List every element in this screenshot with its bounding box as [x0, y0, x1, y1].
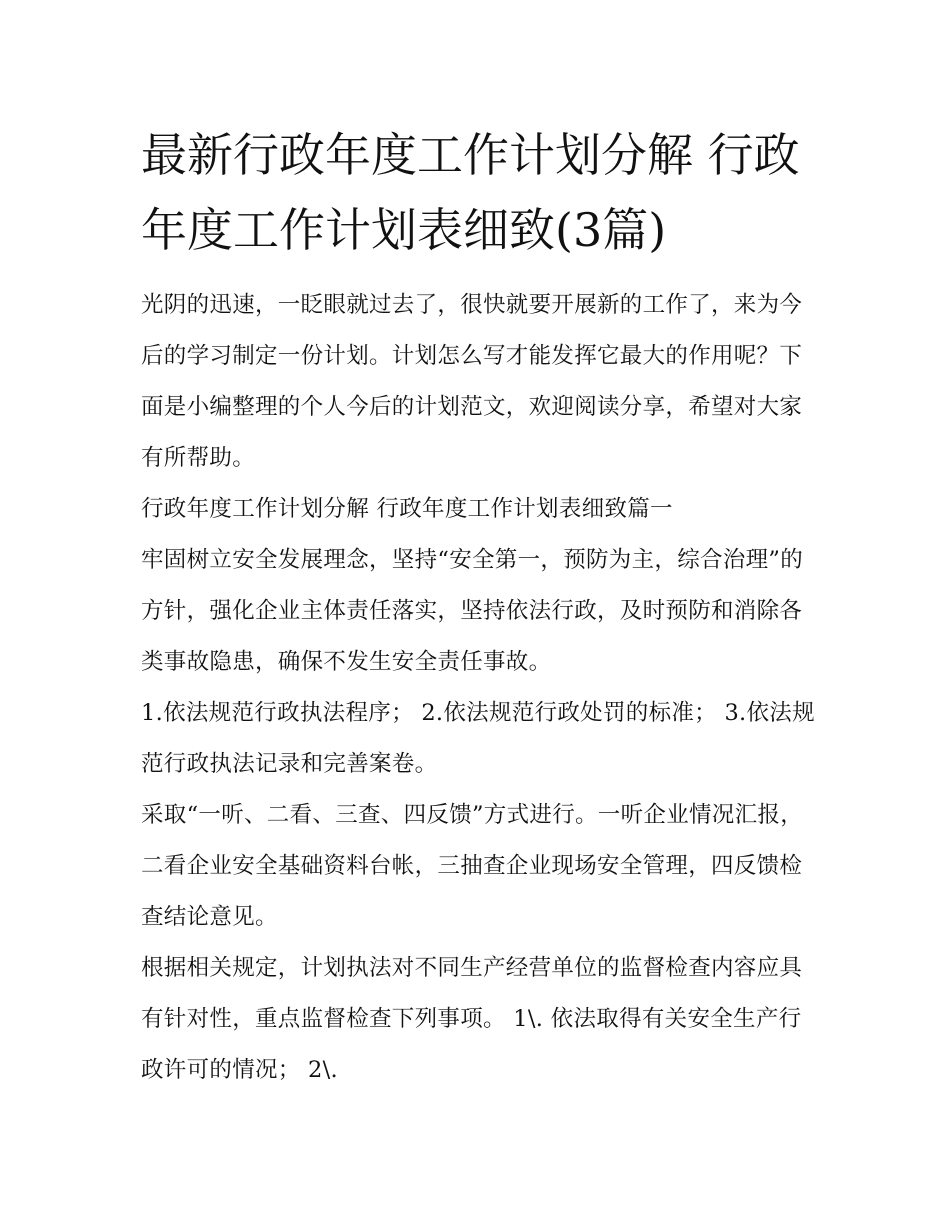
body-paragraph: 牢固树立安全发展理念，坚持“安全第一，预防为主，综合治理”的方针，强化企业主体责任落实，坚持依法行政，及时预防和消除各类事故隐患，确保不发生安全责任事故。 [141, 547, 804, 675]
intro-paragraph: 光阴的迅速，一眨眼就过去了，很快就要开展新的工作了，来为今后的学习制定一份计划。计划怎么写才能发挥它最大的作用呢？下面是小编整理的个人今后的计划范文，欢迎阅读分享，希望对大家有所帮助。 [141, 292, 803, 471]
section-heading: 行政年度工作计划分解 行政年度工作计划表细致篇一 [141, 496, 673, 522]
document-body [141, 118, 821, 1096]
body-paragraph: 1.依法规范行政执法程序； 2.依法规范行政处罚的标准； 3.依法规范行政执法记录和完善案卷。 [141, 700, 815, 777]
body-paragraph: 根据相关规定，计划执法对不同生产经营单位的监督检查内容应具有针对性，重点监督检查下列事项。 1\. 依法取得有关安全生产行政许可的情况； 2\. [141, 955, 803, 1083]
body-paragraph: 采取“一听、二看、三查、四反馈”方式进行。一听企业情况汇报，二看企业安全基础资料台帐，三抽查企业现场安全管理，四反馈检查结论意见。 [141, 802, 804, 930]
document-title: 最新行政年度工作计划分解 行政年度工作计划表细致(3篇) [141, 128, 800, 257]
